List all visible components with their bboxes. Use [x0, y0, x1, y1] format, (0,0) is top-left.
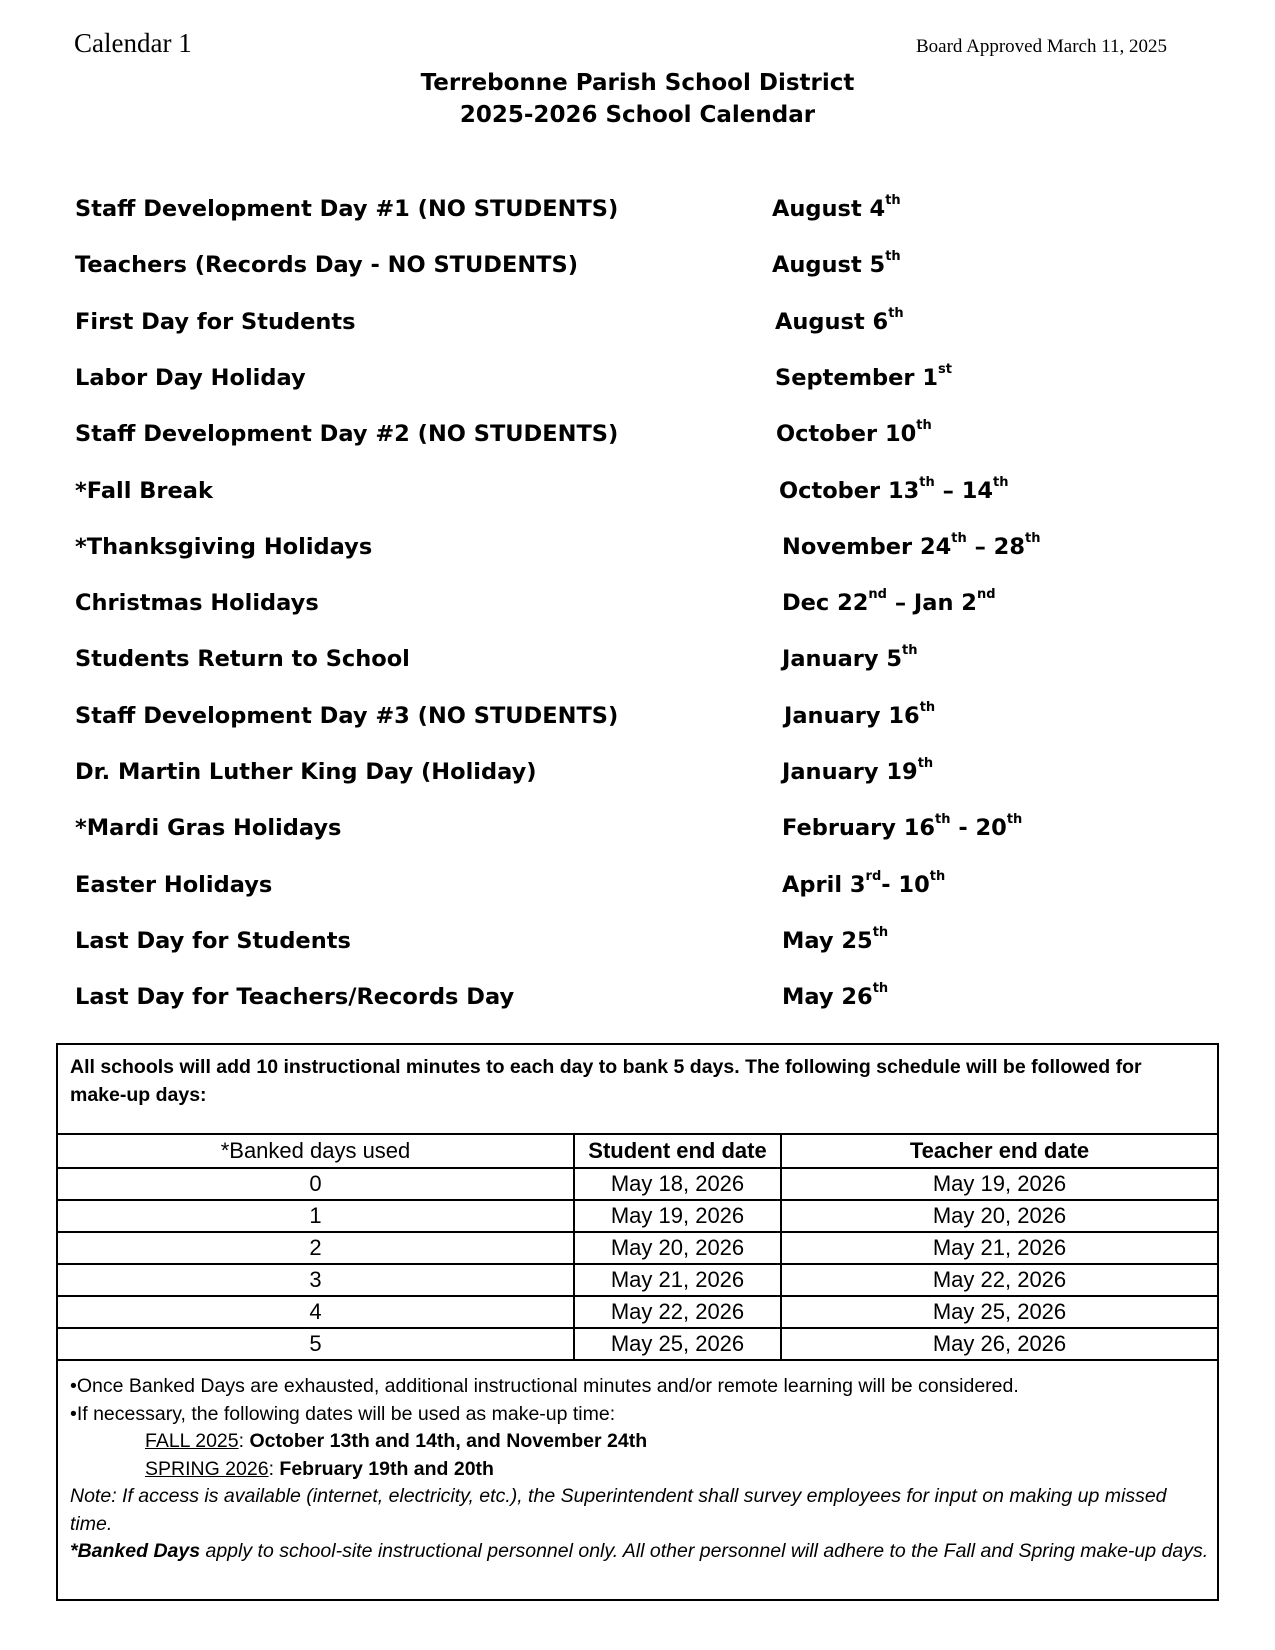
event-date-text: – 28	[966, 533, 1025, 560]
header-student-end: Student end date	[574, 1134, 781, 1168]
teacher-end-cell: May 22, 2026	[781, 1264, 1218, 1296]
banked-days-note	[70, 1538, 1210, 1566]
student-end-cell: May 21, 2026	[574, 1264, 781, 1296]
event-date	[782, 643, 918, 673]
event-date	[782, 756, 934, 785]
event-date-suffix: st	[937, 361, 952, 377]
event-date-text: August 5	[772, 252, 886, 279]
table-row	[57, 1232, 1218, 1264]
event-name: Labor Day Holiday	[75, 364, 306, 391]
banked-days-cell: 2	[57, 1232, 574, 1264]
teacher-end-cell: May 26, 2026	[781, 1328, 1218, 1360]
event-date-text: August 4	[772, 196, 886, 222]
event-date-suffix: th	[929, 868, 946, 884]
event-name: Students Return to School	[75, 646, 410, 673]
event-date-suffix: th	[872, 924, 889, 940]
event-date-suffix: th	[916, 418, 932, 434]
event-name: Staff Development Day #3 (NO STUDENTS)	[75, 702, 619, 729]
event-date-text: – 14	[934, 477, 994, 504]
district-title: Terrebonne Parish School District	[420, 70, 855, 96]
event-date-text: November 24	[782, 533, 952, 560]
event-date	[782, 924, 889, 954]
event-date	[782, 812, 1023, 842]
calendar-title: 2025-2026 School Calendar	[459, 102, 816, 128]
table-row	[57, 1200, 1218, 1232]
event-name: Staff Development Day #1 (NO STUDENTS)	[75, 196, 619, 222]
makeup-intro: All schools will add 10 instructional minutes to each day to bank 5 days. The following schedule will be followed for make-up days:	[70, 1056, 1142, 1106]
event-date-suffix: th	[902, 643, 918, 659]
board-approved-date: Board Approved March 11, 2025	[916, 36, 1167, 57]
event-date	[782, 981, 889, 1011]
event-name: *Fall Break	[75, 477, 213, 504]
table-row	[57, 1328, 1218, 1360]
fall-dates: October 13th and 14th, and November 24th	[249, 1430, 648, 1452]
event-date-text: – Jan 2	[886, 590, 977, 617]
event-name: Last Day for Students	[75, 927, 351, 954]
event-date-text: - 20	[950, 815, 1007, 842]
makeup-notes	[70, 1373, 1210, 1566]
event-date-text: October 10	[776, 421, 917, 448]
event-date-text: May 25	[782, 927, 873, 954]
banked-days-table	[56, 1133, 1219, 1361]
event-date-suffix: th	[872, 981, 889, 997]
fall-label: FALL 2025	[145, 1430, 239, 1452]
teacher-end-cell: May 25, 2026	[781, 1296, 1218, 1328]
event-date-text: August 6	[775, 308, 889, 335]
event-date-suffix: th	[919, 474, 935, 490]
event-date-suffix: th	[1006, 812, 1023, 828]
bullet-banked-exhausted: •Once Banked Days are exhausted, additional instructional minutes and/or remote learning will be considered.	[70, 1375, 1019, 1397]
spring-dates: February 19th and 20th	[279, 1457, 494, 1480]
event-date	[775, 361, 952, 391]
header-teacher-end: Teacher end date	[781, 1134, 1218, 1168]
event-date-suffix: th	[951, 530, 967, 546]
calendar-label: Calendar 1	[74, 28, 192, 58]
event-date-suffix: nd	[976, 587, 996, 603]
event-date	[782, 530, 1041, 560]
event-date	[779, 474, 1009, 504]
event-name: Teachers (Records Day - NO STUDENTS)	[75, 252, 578, 279]
event-date-text: January 19	[782, 759, 918, 785]
table-row	[57, 1168, 1218, 1200]
event-date-suffix: nd	[868, 587, 887, 603]
banked-days-cell: 5	[57, 1328, 574, 1360]
event-date-suffix: th	[993, 474, 1009, 490]
banked-days-term: *Banked Days	[70, 1540, 201, 1562]
event-date-text: Dec 22	[782, 590, 869, 617]
event-date-text: - 10	[881, 871, 930, 898]
student-end-cell: May 22, 2026	[574, 1296, 781, 1328]
event-name: Easter Holidays	[75, 871, 273, 898]
banked-days-cell: 3	[57, 1264, 574, 1296]
superintendent-note: Note: If access is available (internet, electricity, etc.), the Superintendent shall survey employees for input on making up missed time.	[70, 1485, 1167, 1535]
event-date-suffix: th	[885, 193, 901, 208]
student-end-cell: May 18, 2026	[574, 1168, 781, 1200]
event-date-text: January 5	[782, 646, 903, 673]
event-date-text: April 3	[782, 871, 866, 898]
teacher-end-cell: May 21, 2026	[781, 1232, 1218, 1264]
table-row	[57, 1296, 1218, 1328]
event-date	[772, 249, 901, 279]
event-date-suffix: th	[917, 756, 934, 771]
event-date-suffix: th	[885, 249, 901, 265]
banked-days-cell: 1	[57, 1200, 574, 1232]
event-date-suffix: th	[888, 305, 904, 321]
event-date-suffix: th	[935, 812, 951, 828]
event-date-text: October 13	[779, 477, 920, 504]
table-row	[57, 1264, 1218, 1296]
event-name: Dr. Martin Luther King Day (Holiday)	[75, 759, 537, 785]
event-date	[776, 418, 932, 448]
teacher-end-cell: May 19, 2026	[781, 1168, 1218, 1200]
event-date-suffix: rd	[865, 868, 882, 884]
teacher-end-cell: May 20, 2026	[781, 1200, 1218, 1232]
banked-days-text: apply to school-site instructional personnel only. All other personnel will adhere to the Fall and Spring make-up days.	[200, 1540, 1209, 1562]
event-name: Christmas Holidays	[75, 590, 319, 617]
event-name: *Mardi Gras Holidays	[75, 815, 342, 842]
event-name: *Thanksgiving Holidays	[75, 533, 373, 560]
event-date	[775, 305, 904, 335]
event-date	[772, 193, 901, 222]
event-date	[784, 699, 936, 729]
student-end-cell: May 20, 2026	[574, 1232, 781, 1264]
banked-days-cell: 4	[57, 1296, 574, 1328]
bullet-makeup-dates: •If necessary, the following dates will be used as make-up time:	[70, 1402, 616, 1425]
event-date-suffix: th	[1025, 530, 1041, 546]
event-date-text: February 16	[782, 815, 936, 842]
student-end-cell: May 25, 2026	[574, 1328, 781, 1360]
event-date-text: September 1	[775, 364, 938, 391]
event-name: Last Day for Teachers/Records Day	[75, 984, 515, 1011]
event-date-text: January 16	[784, 702, 920, 729]
event-date-text: May 26	[782, 984, 873, 1011]
event-name: First Day for Students	[75, 308, 356, 335]
event-date-suffix: th	[919, 699, 936, 715]
table-header-row	[57, 1134, 1218, 1168]
header-banked-days: *Banked days used	[57, 1134, 574, 1168]
event-date	[782, 868, 946, 898]
makeup-days-box	[56, 1043, 1219, 1601]
spring-makeup-line: SPRING 2026: February 19th and 20th	[145, 1457, 494, 1480]
fall-makeup-line: FALL 2025: October 13th and 14th, and November 24th	[145, 1430, 648, 1452]
event-date	[782, 587, 996, 617]
banked-days-cell: 0	[57, 1168, 574, 1200]
student-end-cell: May 19, 2026	[574, 1200, 781, 1232]
event-name: Staff Development Day #2 (NO STUDENTS)	[75, 421, 619, 448]
spring-label: SPRING 2026	[145, 1457, 269, 1480]
